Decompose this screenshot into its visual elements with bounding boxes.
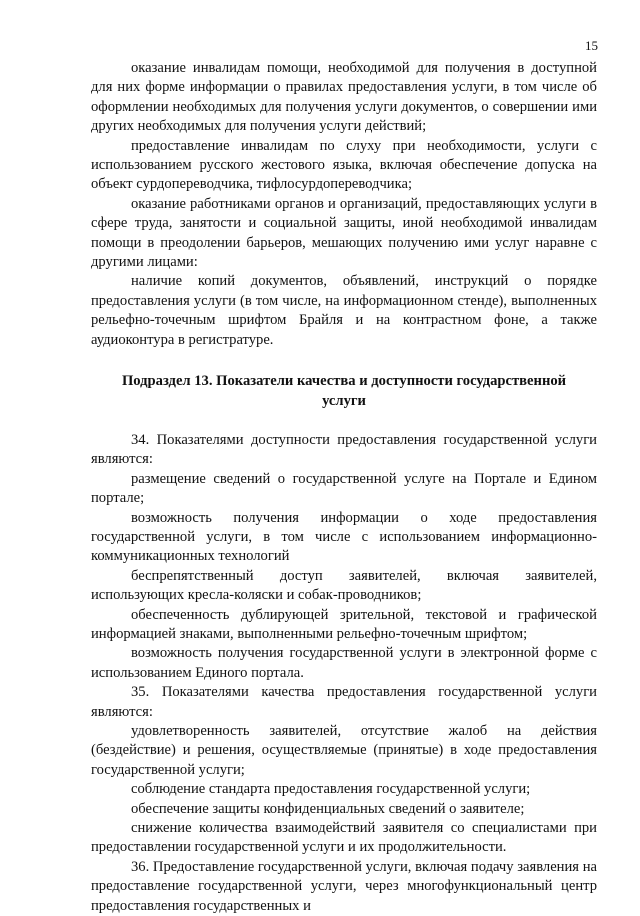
section-heading: Подраздел 13. Показатели качества и доступности государственной услуги [121, 373, 567, 409]
paragraph: размещение сведений о государственной услуге на Портале и Едином портале; [91, 470, 597, 507]
paragraph: предоставление инвалидам по слуху при необходимости, услуги с использованием русского жестового языка, включая обеспечение допуска на объект сурдопереводчика, тифлосурдопереводчика; [91, 137, 597, 193]
paragraph: 36. Предоставление государственной услуги, включая подачу заявления на предоставление государственной услуги, через многофункциональный центр предоставления государственных и [91, 858, 597, 914]
paragraph: 35. Показателями качества предоставления государственной услуги являются: [91, 684, 597, 720]
paragraph: оказание работниками органов и организаций, предоставляющих услуги в сфере труда, занятости и социальной защиты, иной необходимой инвалидам помощи в преодолении барьеров, мешающих получению ими услуг наравне с другими лицами: [91, 195, 597, 271]
paragraph: возможность получения информации о ходе предоставления государственной услуги, в том числе с использованием информационно-коммуникационных технологий [91, 509, 597, 565]
paragraph: возможность получения государственной услуги в электронной форме с использованием Единого портала. [91, 645, 597, 681]
paragraph: наличие копий документов, объявлений, инструкций о порядке предоставления услуги (в том числе, на информационном стенде), выполненных рельефно-точечным шрифтом Брайля и на контрастном фоне, а также аудиоконтура в регистратуре. [91, 273, 597, 348]
paragraph: оказание инвалидам помощи, необходимой для получения в доступной для них форме информации о правилах предоставления услуги, в том числе об оформлении необходимых для получения услуги документов, о совершении ими других необходимых для получения услуги действий; [91, 60, 597, 135]
paragraph: обеспеченность дублирующей зрительной, текстовой и графической информацией знаками, выполненными рельефно-точечным шрифтом; [91, 606, 597, 642]
paragraph: беспрепятственный доступ заявителей, включая заявителей, использующих кресла-коляски и собак-проводников; [91, 567, 597, 604]
paragraph: удовлетворенность заявителей, отсутствие жалоб на действия (бездействие) и решения, осуществляемые (принятые) в ходе предоставления государственной услуги; [91, 723, 597, 778]
paragraph: снижение количества взаимодействий заявителя со специалистами при предоставлении государственной услуги и их продолжительности. [91, 820, 597, 856]
paragraph: обеспечение защиты конфиденциальных сведений о заявителе; [131, 800, 525, 817]
page-number: 15 [585, 38, 598, 53]
paragraph: 34. Показателями доступности предоставления государственной услуги являются: [91, 431, 597, 468]
document-body [91, 59, 597, 916]
paragraph: соблюдение стандарта предоставления государственной услуги; [131, 781, 531, 798]
